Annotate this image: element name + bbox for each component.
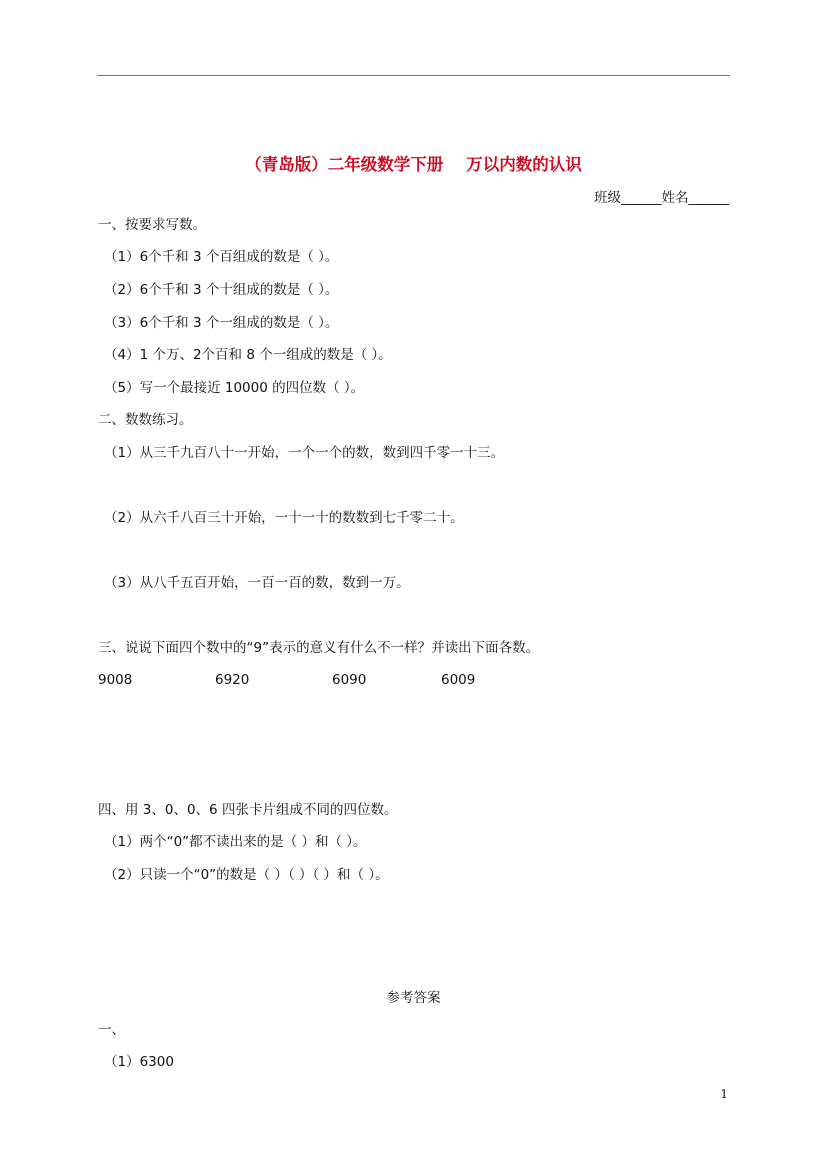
question-4-1: （1）两个“0”都不读出来的是（ ）和（ ）。 (104, 834, 367, 850)
section-3-heading: 三、说说下面四个数中的“9”表示的意义有什么不一样？并读出下面各数。 (98, 640, 540, 656)
page-number: 1 (720, 1087, 728, 1101)
question-2-2: （2）从六千八百三十开始，一十一十的数数到七千零二十。 (104, 510, 464, 526)
number-6920: 6920 (215, 672, 250, 688)
question-1-5: （5）写一个最接近 10000 的四位数（ ）。 (104, 380, 365, 396)
question-1-2: （2）6个千和 3 个十组成的数是（ ）。 (104, 282, 339, 298)
section-1-heading: 一、按要求写数。 (98, 217, 206, 233)
question-2-3: （3）从八千五百开始，一百一百的数，数到一万。 (104, 575, 410, 591)
question-1-3: （3）6个千和 3 个一组成的数是（ ）。 (104, 315, 339, 331)
section-4-heading: 四、用 3、0、0、6 四张卡片组成不同的四位数。 (98, 802, 398, 818)
header-rule (97, 75, 730, 76)
answer-1-1: （1）6300 (104, 1054, 174, 1070)
number-6090: 6090 (332, 672, 367, 688)
answers-section-label: 一、 (98, 1022, 125, 1038)
question-2-1: （1）从三千九百八十一开始，一个一个的数，数到四千零一十三。 (104, 445, 505, 461)
question-4-2: （2）只读一个“0”的数是（ ）（ ）（ ）和（ ）。 (104, 867, 389, 883)
section-2-heading: 二、数数练习。 (98, 412, 193, 428)
document-title: （青岛版）二年级数学下册 万以内数的认识 (245, 155, 582, 174)
number-6009: 6009 (441, 672, 476, 688)
question-1-4: （4）1 个万、2个百和 8 个一组成的数是（ ）。 (104, 347, 392, 363)
question-1-1: （1）6个千和 3 个百组成的数是（ ）。 (104, 249, 339, 265)
class-name-field: 班级______姓名______ (594, 190, 729, 206)
number-9008: 9008 (98, 672, 133, 688)
answers-title: 参考答案 (386, 990, 441, 1006)
